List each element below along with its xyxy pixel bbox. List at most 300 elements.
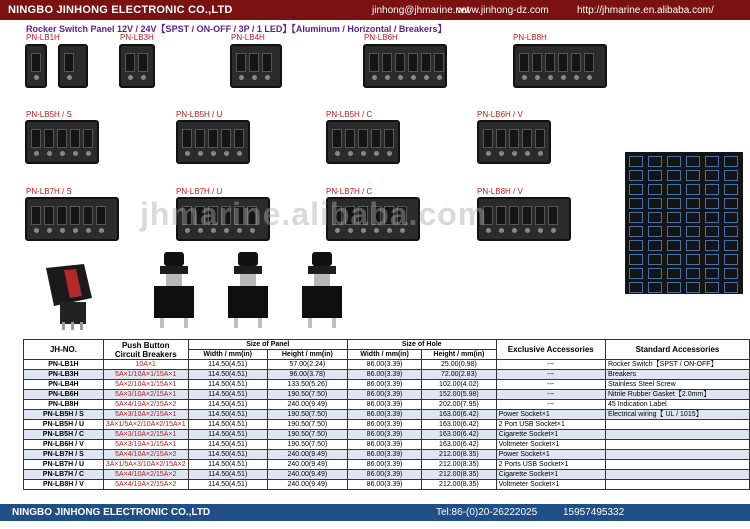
breakers-cell: 3A×1/5A×3/10A×2/15A×2 <box>103 460 188 470</box>
rocker-switch <box>83 206 93 224</box>
hole-width-cell: 86.00(3.39) <box>347 480 421 490</box>
indicator-led <box>499 151 504 156</box>
panel-image-lb5hs <box>25 120 99 164</box>
panel-label-lb5hu: PN-LB5H / U <box>176 110 223 119</box>
hole-height-cell: 212.00(8.35) <box>422 480 496 490</box>
breakers-cell: 5A×1/10A×1/15A×1 <box>103 370 188 380</box>
indication-label-cell <box>724 254 738 265</box>
exclusive-cell: Cigarette Socket×1 <box>496 430 605 440</box>
indicator-led <box>385 75 390 80</box>
hole-height-cell: 212.00(8.35) <box>422 460 496 470</box>
exclusive-cell: --- <box>496 370 605 380</box>
indication-label-cell <box>667 184 681 195</box>
indication-label-cell <box>667 254 681 265</box>
breakers-cell: 5A×4/10A×2/15A×2 <box>103 470 188 480</box>
panel-image-lb1h-side <box>58 44 88 88</box>
panel-width-cell: 114.50(4.51) <box>188 480 267 490</box>
rocker-switch <box>96 206 106 224</box>
panel-width-cell: 114.50(4.51) <box>188 460 267 470</box>
product-subtitle: Rocker Switch Panel 12V / 24V【SPST / ON-OFF / 3P / 1 LED】【Aluminum / Horizontal / Breakers】 <box>26 24 447 34</box>
indication-label-cell <box>667 170 681 181</box>
rocker-switch <box>584 53 594 71</box>
panel-image-lb6hv <box>477 120 551 164</box>
bottom-footer-bar <box>0 504 750 521</box>
panel-label-lb6h: PN-LB6H <box>364 33 398 42</box>
model-cell: PN-LB6H / V <box>24 440 104 450</box>
indicator-led <box>141 75 146 80</box>
indication-label-cell <box>667 156 681 167</box>
hole-width-cell: 86.00(3.39) <box>347 390 421 400</box>
hole-height-cell: 152.00(5.98) <box>422 390 496 400</box>
model-cell: PN-LB5H / U <box>24 420 104 430</box>
table-row <box>24 420 750 430</box>
indicator-led <box>73 228 78 233</box>
rocker-switch <box>125 53 135 71</box>
indicator-led <box>60 151 65 156</box>
model-cell: PN-LB4H <box>24 380 104 390</box>
indicator-led <box>47 151 52 156</box>
indication-label-cell <box>667 282 681 293</box>
standard-accessory-cell: Breakers <box>605 370 749 380</box>
header-breakers <box>103 340 188 360</box>
panel-height-cell: 190.50(7.50) <box>267 390 347 400</box>
indication-label-cell <box>686 184 700 195</box>
indication-label-cell <box>705 240 719 251</box>
indicator-led <box>252 75 257 80</box>
indicator-led <box>522 75 527 80</box>
standard-accessory-cell <box>605 440 749 450</box>
indicator-led <box>587 75 592 80</box>
breakers-cell: 5A×3/10A×2/15A×1 <box>103 390 188 400</box>
indication-label-cell <box>724 170 738 181</box>
hole-width-cell: 86.00(3.39) <box>347 430 421 440</box>
panel-label-lb7hc: PN-LB7H / C <box>326 187 373 196</box>
header-panel-width: Width / mm(in) <box>188 350 267 360</box>
footer-telephone: Tel:86-(0)20-26222025 <box>436 507 538 518</box>
rocker-switch <box>208 129 218 147</box>
table-row <box>24 390 750 400</box>
indication-label-cell <box>629 226 643 237</box>
rocker-switch <box>358 129 368 147</box>
standard-accessory-cell <box>605 450 749 460</box>
table-row <box>24 450 750 460</box>
panel-height-cell: 240.00(9.49) <box>267 460 347 470</box>
indication-label-cell <box>686 198 700 209</box>
header-standard: Standard Accessories <box>605 340 749 360</box>
rocker-switch <box>44 206 54 224</box>
indication-label-cell <box>648 198 662 209</box>
header-hole-height: Height / mm(in) <box>422 350 496 360</box>
panel-image-lb5hc <box>326 120 400 164</box>
header-breakers-line1: Push Button <box>121 340 170 350</box>
rocker-switch <box>535 206 545 224</box>
header-model: JH-NO. <box>24 340 104 360</box>
model-cell: PN-LB5H / S <box>24 410 104 420</box>
hole-width-cell: 86.00(3.39) <box>347 360 421 370</box>
table-row <box>24 410 750 420</box>
top-header-bar <box>0 0 750 20</box>
indication-label-cell <box>724 240 738 251</box>
panel-width-cell: 114.50(4.51) <box>188 430 267 440</box>
indicator-led <box>535 75 540 80</box>
indication-label-cell <box>686 170 700 181</box>
indicator-led <box>525 151 530 156</box>
table-row <box>24 430 750 440</box>
header-exclusive: Exclusive Accessories <box>496 340 605 360</box>
indicator-led <box>538 151 543 156</box>
standard-accessory-cell <box>605 480 749 490</box>
indicator-led <box>99 228 104 233</box>
rocker-switch <box>138 53 148 71</box>
panel-height-cell: 57.00(2.24) <box>267 360 347 370</box>
panel-label-lb8h: PN-LB8H <box>513 33 547 42</box>
indication-label-cell <box>629 282 643 293</box>
model-cell: PN-LB7H / U <box>24 460 104 470</box>
rocker-switch <box>57 129 67 147</box>
rocker-switch <box>522 129 532 147</box>
indication-label-cell <box>724 156 738 167</box>
alibaba-link[interactable]: http://jhmarine.en.alibaba.com/ <box>577 5 714 16</box>
indication-label-cell <box>629 198 643 209</box>
exclusive-cell: --- <box>496 360 605 370</box>
indicator-led <box>265 75 270 80</box>
watermark-text: jhmarine.alibaba.com <box>140 196 488 232</box>
header-size-of-panel: Size of Panel <box>188 340 347 350</box>
indication-label-cell <box>686 268 700 279</box>
indicator-led <box>335 151 340 156</box>
standard-accessory-cell <box>605 430 749 440</box>
indication-label-cell <box>629 240 643 251</box>
standard-accessory-cell: Stainless Steel Screw <box>605 380 749 390</box>
indicator-led <box>437 75 442 80</box>
indicator-led <box>574 75 579 80</box>
exclusive-cell: Cigarette Socket×1 <box>496 470 605 480</box>
indication-label-cell <box>705 184 719 195</box>
indication-label-cell <box>724 198 738 209</box>
rocker-switch <box>332 129 342 147</box>
indicator-led <box>86 228 91 233</box>
indicator-led <box>512 151 517 156</box>
panel-image-lb4h <box>230 44 282 88</box>
indicator-led <box>525 228 530 233</box>
rocker-switch <box>345 129 355 147</box>
indicator-led <box>86 151 91 156</box>
indication-label-cell <box>629 212 643 223</box>
rocker-switch <box>236 53 246 71</box>
rocker-switch <box>522 206 532 224</box>
indication-label-cell <box>667 212 681 223</box>
indicator-led <box>348 151 353 156</box>
indication-label-cell <box>648 156 662 167</box>
breakers-cell: 3A×1/5A×2/10A×2/15A×1 <box>103 420 188 430</box>
hole-width-cell: 86.00(3.39) <box>347 470 421 480</box>
rocker-switch <box>234 129 244 147</box>
standard-accessory-cell: Nitrile Rubber Gasket【2.0mm】 <box>605 390 749 400</box>
panel-height-cell: 240.00(9.49) <box>267 480 347 490</box>
indicator-led <box>198 151 203 156</box>
rocker-switch <box>496 206 506 224</box>
panel-height-cell: 133.50(5.26) <box>267 380 347 390</box>
model-cell: PN-LB1H <box>24 360 104 370</box>
panel-height-cell: 190.50(7.50) <box>267 420 347 430</box>
indication-label-cell <box>705 226 719 237</box>
indicator-led <box>424 75 429 80</box>
exclusive-cell: --- <box>496 390 605 400</box>
rocker-switch <box>83 129 93 147</box>
rocker-switch <box>182 129 192 147</box>
indication-label-cell <box>629 156 643 167</box>
rocker-switch <box>70 206 80 224</box>
indicator-led <box>486 151 491 156</box>
footer-mobile: 15957495332 <box>563 507 625 518</box>
hole-height-cell: 212.00(8.35) <box>422 450 496 460</box>
hole-height-cell: 202.00(7.95) <box>422 400 496 410</box>
hole-width-cell: 86.00(3.39) <box>347 440 421 450</box>
indication-label-cell <box>648 254 662 265</box>
panel-image-lb8hv <box>477 197 571 241</box>
hole-width-cell: 86.00(3.39) <box>347 460 421 470</box>
rocker-switch <box>571 53 581 71</box>
breakers-cell: 5A×3/10A×2/15A×1 <box>103 430 188 440</box>
rocker-switch <box>31 53 41 71</box>
rocker-switch <box>70 129 80 147</box>
model-cell: PN-LB7H / S <box>24 450 104 460</box>
panel-height-cell: 190.50(7.50) <box>267 430 347 440</box>
indication-label-cell <box>629 184 643 195</box>
exclusive-cell: --- <box>496 380 605 390</box>
circuit-breaker-image-3 <box>296 252 348 330</box>
panel-width-cell: 114.50(4.51) <box>188 360 267 370</box>
indication-label-cell <box>648 282 662 293</box>
indicator-led <box>34 228 39 233</box>
indication-label-cell <box>686 156 700 167</box>
standard-accessory-cell <box>605 460 749 470</box>
rocker-switch <box>371 129 381 147</box>
indicator-led <box>561 75 566 80</box>
indicator-led <box>224 151 229 156</box>
table-row <box>24 370 750 380</box>
indication-label-cell <box>648 226 662 237</box>
rocker-switch <box>395 53 405 71</box>
rocker-switch-image <box>42 262 112 332</box>
panel-label-lb4h: PN-LB4H <box>231 33 265 42</box>
indication-label-cell <box>686 212 700 223</box>
indicator-led <box>538 228 543 233</box>
panel-height-cell: 190.50(7.50) <box>267 410 347 420</box>
email-link[interactable]: jinhong@jhmarine.net <box>372 5 470 16</box>
indication-label-sheet <box>625 152 743 294</box>
circuit-breaker-image-1 <box>148 252 200 330</box>
panel-image-lb6h <box>363 44 447 88</box>
indicator-led <box>372 75 377 80</box>
panel-label-lb5hc: PN-LB5H / C <box>326 110 373 119</box>
rocker-switch <box>532 53 542 71</box>
indication-label-cell <box>648 170 662 181</box>
exclusive-cell: Power Socket×1 <box>496 450 605 460</box>
rocker-switch <box>408 53 418 71</box>
exclusive-cell: Voltmeter Socket×1 <box>496 480 605 490</box>
indicator-led <box>239 75 244 80</box>
table-row <box>24 360 750 370</box>
hole-width-cell: 86.00(3.39) <box>347 400 421 410</box>
hole-width-cell: 86.00(3.39) <box>347 380 421 390</box>
panel-height-cell: 240.00(9.49) <box>267 400 347 410</box>
panel-label-lb8hv: PN-LB8H / V <box>477 187 523 196</box>
table-row <box>24 400 750 410</box>
model-cell: PN-LB8H / V <box>24 480 104 490</box>
exclusive-cell: Voltmeter Socket×1 <box>496 440 605 450</box>
hole-height-cell: 72.00(2.83) <box>422 370 496 380</box>
indicator-led <box>398 75 403 80</box>
rocker-switch <box>558 53 568 71</box>
indicator-led <box>67 75 72 80</box>
model-cell: PN-LB5H / C <box>24 430 104 440</box>
indication-label-cell <box>686 226 700 237</box>
panel-width-cell: 114.50(4.51) <box>188 440 267 450</box>
indication-label-cell <box>705 254 719 265</box>
panel-label-lb6hv: PN-LB6H / V <box>477 110 523 119</box>
hole-width-cell: 86.00(3.39) <box>347 410 421 420</box>
table-row <box>24 380 750 390</box>
specification-table <box>23 339 750 490</box>
indication-label-cell <box>648 268 662 279</box>
standard-accessory-cell: Electrical wiring【 UL / 1015】 <box>605 410 749 420</box>
exclusive-cell: 2 Ports USB Socket×1 <box>496 460 605 470</box>
hole-height-cell: 25.00(0.98) <box>422 360 496 370</box>
panel-width-cell: 114.50(4.51) <box>188 370 267 380</box>
table-row <box>24 480 750 490</box>
indication-label-cell <box>705 156 719 167</box>
rocker-switch <box>483 129 493 147</box>
rocker-switch <box>509 129 519 147</box>
indication-label-cell <box>705 268 719 279</box>
indication-label-cell <box>667 226 681 237</box>
indication-label-cell <box>705 212 719 223</box>
panel-width-cell: 114.50(4.51) <box>188 410 267 420</box>
indicator-led <box>73 151 78 156</box>
table-row <box>24 440 750 450</box>
header-size-of-hole: Size of Hole <box>347 340 496 350</box>
exclusive-cell: --- <box>496 400 605 410</box>
rocker-switch <box>548 206 558 224</box>
indication-label-cell <box>724 212 738 223</box>
panel-image-lb5hu <box>176 120 250 164</box>
table-row <box>24 470 750 480</box>
standard-accessory-cell: Rocker Switch【SPST / ON-OFF】 <box>605 360 749 370</box>
indicator-led <box>548 75 553 80</box>
indicator-led <box>387 151 392 156</box>
rocker-switch <box>57 206 67 224</box>
panel-label-lb7hs: PN-LB7H / S <box>26 187 72 196</box>
breakers-cell: 5A×3/10A×1/15A×1 <box>103 440 188 450</box>
indicator-led <box>34 75 39 80</box>
indication-label-cell <box>724 268 738 279</box>
indicator-led <box>361 151 366 156</box>
footer-company-name: NINGBO JINHONG ELECTRONIC CO.,LTD <box>12 507 211 518</box>
company-name: NINGBO JINHONG ELECTRONIC CO.,LTD <box>8 4 233 16</box>
hole-height-cell: 163.00(6.42) <box>422 440 496 450</box>
hole-height-cell: 163.00(6.42) <box>422 430 496 440</box>
indication-label-cell <box>667 198 681 209</box>
panel-height-cell: 240.00(9.49) <box>267 450 347 460</box>
indication-label-cell <box>724 184 738 195</box>
panel-height-cell: 96.00(3.78) <box>267 370 347 380</box>
panel-width-cell: 114.50(4.51) <box>188 390 267 400</box>
indication-label-cell <box>667 268 681 279</box>
indication-label-cell <box>648 212 662 223</box>
panel-label-lb7hu: PN-LB7H / U <box>176 187 223 196</box>
rocker-switch <box>195 129 205 147</box>
model-cell: PN-LB3H <box>24 370 104 380</box>
indication-label-cell <box>705 170 719 181</box>
rocker-switch <box>496 129 506 147</box>
indication-label-cell <box>686 254 700 265</box>
website-link[interactable]: www.jinhong-dz.com <box>457 5 549 16</box>
indication-label-cell <box>629 268 643 279</box>
standard-accessory-cell <box>605 420 749 430</box>
rocker-switch <box>262 53 272 71</box>
indication-label-cell <box>629 170 643 181</box>
breakers-cell: 5A×2/10A×1/15A×1 <box>103 380 188 390</box>
panel-image-lb7hs <box>25 197 119 241</box>
panel-height-cell: 240.00(9.49) <box>267 470 347 480</box>
indicator-led <box>185 151 190 156</box>
indicator-led <box>237 151 242 156</box>
indicator-led <box>211 151 216 156</box>
exclusive-cell: Power Socket×1 <box>496 410 605 420</box>
hole-height-cell: 212.00(8.35) <box>422 470 496 480</box>
rocker-switch <box>434 53 444 71</box>
panel-width-cell: 114.50(4.51) <box>188 380 267 390</box>
panel-label-lb5hs: PN-LB5H / S <box>26 110 72 119</box>
hole-height-cell: 102.00(4.02) <box>422 380 496 390</box>
indicator-led <box>499 228 504 233</box>
rocker-switch <box>421 53 431 71</box>
panel-image-lb1h <box>25 44 47 88</box>
indication-label-cell <box>667 240 681 251</box>
header-breakers-line2: Circuit Breakers <box>114 349 177 359</box>
rocker-switch <box>535 129 545 147</box>
table-row <box>24 460 750 470</box>
rocker-switch <box>221 129 231 147</box>
rocker-switch <box>31 206 41 224</box>
panel-width-cell: 114.50(4.51) <box>188 420 267 430</box>
indication-label-cell <box>724 282 738 293</box>
indication-label-cell <box>648 184 662 195</box>
indicator-led <box>374 151 379 156</box>
indication-label-cell <box>629 254 643 265</box>
rocker-switch <box>382 53 392 71</box>
hole-height-cell: 163.00(6.42) <box>422 410 496 420</box>
indicator-led <box>512 228 517 233</box>
breakers-cell: 5A×4/10A×2/15A×2 <box>103 480 188 490</box>
rocker-switch <box>519 53 529 71</box>
breakers-cell: 5A×3/10A×2/15A×1 <box>103 410 188 420</box>
panel-width-cell: 114.50(4.51) <box>188 400 267 410</box>
rocker-switch <box>44 129 54 147</box>
breakers-cell: 5A×4/10A×2/15A×2 <box>103 400 188 410</box>
model-cell: PN-LB8H <box>24 400 104 410</box>
breakers-cell: 10A×1 <box>103 360 188 370</box>
indicator-led <box>60 228 65 233</box>
standard-accessory-cell: 45 Indication Label <box>605 400 749 410</box>
rocker-switch <box>31 129 41 147</box>
rocker-switch <box>369 53 379 71</box>
hole-width-cell: 86.00(3.39) <box>347 450 421 460</box>
model-cell: PN-LB7H / C <box>24 470 104 480</box>
header-hole-width: Width / mm(in) <box>347 350 421 360</box>
indication-label-cell <box>648 240 662 251</box>
